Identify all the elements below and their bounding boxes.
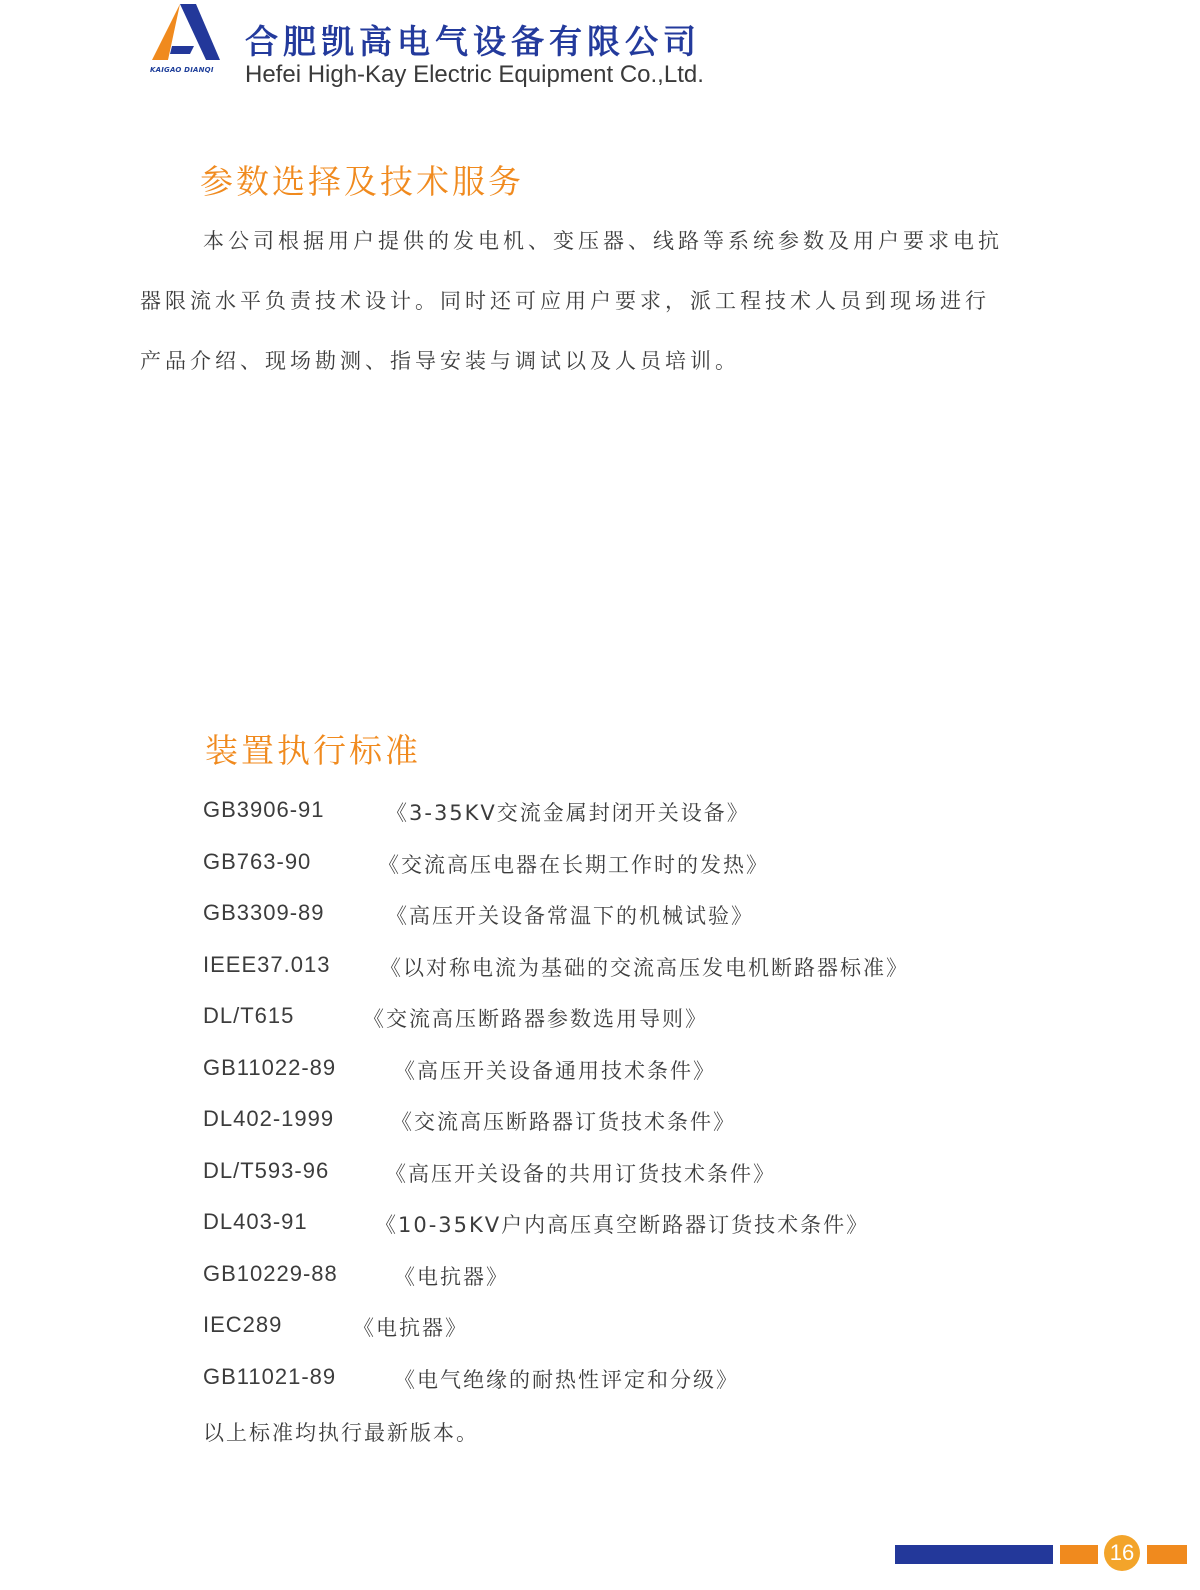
standard-code: DL/T615: [203, 1003, 295, 1028]
standards-note: 以上标准均执行最新版本。: [203, 1421, 479, 1445]
standard-code: DL/T593-96: [203, 1158, 330, 1183]
standard-name: 《电气绝缘的耐热性评定和分级》: [394, 1368, 739, 1392]
footer-orange-block: [1147, 1545, 1187, 1564]
standard-name: 《高压开关设备的共用订货技术条件》: [385, 1162, 776, 1186]
standard-code: IEEE37.013: [203, 952, 331, 977]
standard-code: IEC289: [203, 1312, 283, 1337]
standard-name: 《电抗器》: [353, 1316, 468, 1340]
standard-name: 《高压开关设备常温下的机械试验》: [386, 904, 754, 928]
standard-code: DL402-1999: [203, 1106, 335, 1131]
standard-code: GB3309-89: [203, 900, 325, 925]
page-header: [150, 0, 850, 96]
section-title-tech-service: 参数选择及技术服务: [200, 162, 524, 201]
paragraph-line: 本公司根据用户提供的发电机、变压器、线路等系统参数及用户要求电抗: [203, 229, 1003, 253]
standard-code: GB11022-89: [203, 1055, 337, 1080]
footer-orange-block: [1060, 1545, 1098, 1564]
company-name-cn: 合肥凯高电气设备有限公司: [245, 22, 701, 61]
standard-code: GB3906-91: [203, 797, 325, 822]
paragraph-line: 产品介绍、现场勘测、指导安装与调试以及人员培训。: [140, 349, 740, 373]
footer-blue-bar: [895, 1545, 1053, 1564]
standard-code: GB763-90: [203, 849, 312, 874]
standard-name: 《高压开关设备通用技术条件》: [394, 1059, 716, 1083]
standard-name: 《10-35KV户内高压真空断路器订货技术条件》: [375, 1213, 870, 1237]
standard-code: GB10229-88: [203, 1261, 338, 1286]
paragraph-line: 器限流水平负责技术设计。同时还可应用户要求，派工程技术人员到现场进行: [140, 289, 990, 313]
logo-caption: KAIGAO DIANQI: [150, 66, 214, 74]
standard-name: 《以对称电流为基础的交流高压发电机断路器标准》: [380, 956, 909, 980]
company-logo-icon: [150, 2, 228, 76]
standard-code: GB11021-89: [203, 1364, 337, 1389]
standard-name: 《电抗器》: [394, 1265, 509, 1289]
section-title-standards: 装置执行标准: [205, 731, 421, 770]
standard-name: 《3-35KV交流金属封闭开关设备》: [386, 801, 750, 825]
standard-name: 《交流高压电器在长期工作时的发热》: [378, 853, 769, 877]
page-number: 16: [1104, 1535, 1140, 1571]
company-name-en: Hefei High-Kay Electric Equipment Co.,Ltd.: [245, 61, 704, 88]
standard-name: 《交流高压断路器订货技术条件》: [391, 1110, 736, 1134]
standard-name: 《交流高压断路器参数选用导则》: [363, 1007, 708, 1031]
standard-code: DL403-91: [203, 1209, 308, 1234]
